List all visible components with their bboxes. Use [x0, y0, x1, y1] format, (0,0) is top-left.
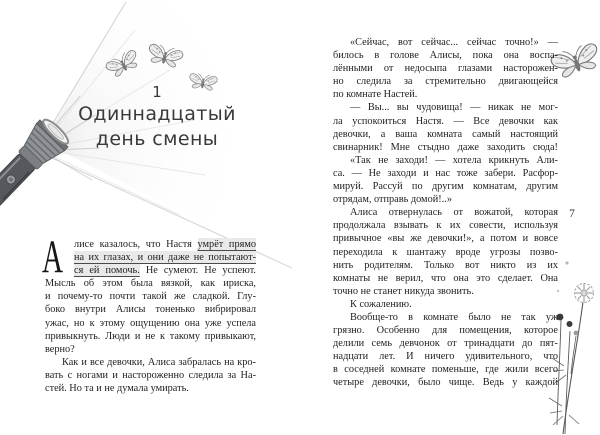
text-line	[45, 343, 256, 356]
highlighted-text: ся ей помочь.	[74, 265, 140, 277]
text-line	[333, 206, 558, 219]
text-line	[333, 272, 558, 285]
text-line	[333, 193, 558, 206]
text-line	[45, 290, 256, 303]
text-line	[333, 128, 558, 141]
text-line	[333, 167, 558, 180]
text-segment: Алиса отвернулась от вожатой, которая	[350, 207, 558, 219]
text-line	[45, 330, 256, 343]
text-segment: по комнате Настей.	[333, 89, 418, 101]
text-line	[333, 232, 558, 245]
highlighted-text: умрёт прямо	[197, 239, 256, 250]
text-line	[333, 49, 558, 62]
text-line	[333, 141, 558, 154]
text-segment: боко внутри Алисы тоненько вибрировал	[45, 304, 256, 316]
text-segment: привыкнуть. Люди и не к такому привыкают,	[45, 330, 256, 342]
page-number: 7	[569, 208, 575, 220]
text-line	[45, 369, 256, 382]
text-segment: «Так не заходи! — хотела крикнуть Али-	[350, 154, 558, 166]
text-line	[333, 311, 558, 324]
text-segment: мируй. Рассуй по другим комнатам, другим	[333, 181, 558, 193]
text-line	[333, 285, 558, 298]
text-line	[333, 62, 558, 75]
text-segment: отрядам, отправь домой!..»	[333, 194, 452, 206]
text-segment: переходила к шантажу вроде угрозы позво-	[333, 246, 558, 258]
text-line	[45, 277, 256, 290]
daisy-bloom	[575, 284, 594, 303]
text-segment: комнаты не верил, что она это сделает. Она	[333, 272, 558, 284]
text-segment: делили семь девчонок от тринадцати до пят-	[333, 338, 558, 350]
text-segment: Как и все девочки, Алиса забралась на кро-	[62, 356, 256, 368]
text-segment: в соседней комнате поменьше, где жили всего	[333, 364, 558, 376]
text-line	[45, 382, 256, 395]
text-line	[45, 303, 256, 316]
text-segment: надцати лет. И ничего удивительного, что	[333, 351, 558, 363]
text-segment: грязно. Особенно для помещения, которое	[333, 325, 558, 337]
text-line	[333, 88, 558, 101]
text-line	[333, 180, 558, 193]
chapter-number: 1	[152, 83, 162, 101]
text-segment: К сожалению.	[350, 298, 412, 310]
chapter-title-line1: Одиннадцатый	[78, 103, 236, 125]
text-segment: билось в голове Алисы, пока она воспа-	[333, 50, 558, 62]
highlighted-text: на их глазах, и они даже не попытают-	[74, 252, 256, 264]
text-segment: ла успокоиться Настя. — Все девочки как	[333, 115, 558, 127]
text-segment: свинарник! Мне стыдно даже заходить сюда!	[333, 141, 558, 153]
text-segment: «Сейчас, вот сейчас... сейчас точно!» —	[350, 37, 558, 48]
text-line	[333, 350, 558, 363]
chapter-title-line2: день смены	[95, 128, 219, 150]
text-line	[45, 238, 256, 251]
drop-cap: А	[42, 231, 64, 283]
text-segment: вать с ногами и настороженно следила за На-	[45, 369, 256, 381]
text-segment: лисе казалось, что Настя	[74, 239, 198, 250]
right-page-body-text	[333, 36, 558, 390]
text-line	[45, 264, 256, 277]
text-segment: Вообще-то в комнате было не так уж	[350, 311, 558, 323]
text-segment: Не сумеют. Не успеют.	[139, 265, 256, 277]
text-segment: но следила за стремительно двигающейся	[333, 76, 558, 88]
speck	[565, 261, 568, 264]
text-segment: точно не станет никуда звонить.	[333, 285, 474, 297]
text-segment: четыре девочки, было чище. Ведь у каждой	[333, 377, 558, 389]
text-segment: девочки, а ваша комната самый настоящий	[333, 128, 558, 140]
text-segment: Мысль об этом была вязкой, как ириска,	[45, 278, 256, 290]
text-line	[45, 356, 256, 369]
text-line	[333, 154, 558, 167]
text-segment: верно?	[45, 343, 75, 355]
text-segment: и почему-то почти такой же сладкой. Глу-	[45, 291, 256, 303]
text-line	[333, 376, 558, 389]
chapter-heading	[47, 82, 267, 152]
text-line	[333, 36, 558, 49]
left-page-body-text	[45, 238, 256, 395]
text-segment: лёнными от недосыпа глазами насторожен-	[333, 63, 558, 75]
text-line	[333, 259, 558, 272]
text-line	[333, 246, 558, 259]
text-segment: продолжала взывать к их совести, используя	[333, 220, 558, 232]
text-line	[333, 363, 558, 376]
text-line	[333, 324, 558, 337]
text-segment: са. — Не заходи и нас тоже забери. Расфор-	[333, 167, 558, 179]
text-line	[333, 115, 558, 128]
text-segment: стей. Но та и не думала умирать.	[45, 383, 189, 395]
text-segment: — Вы... вы чудовища! — никак не мог-	[350, 102, 558, 114]
text-line	[45, 251, 256, 264]
text-line	[333, 75, 558, 88]
text-line	[333, 298, 558, 311]
text-segment: ужас, но к этому ощущению она уже успела	[45, 317, 256, 329]
text-line	[333, 219, 558, 232]
text-line	[333, 101, 558, 114]
text-line	[333, 337, 558, 350]
text-segment: нить родителям. Только вот никто из их	[333, 259, 558, 271]
text-segment: привычное «вы же девочки!», а потом и вовсе	[333, 233, 558, 245]
text-line	[45, 317, 256, 330]
